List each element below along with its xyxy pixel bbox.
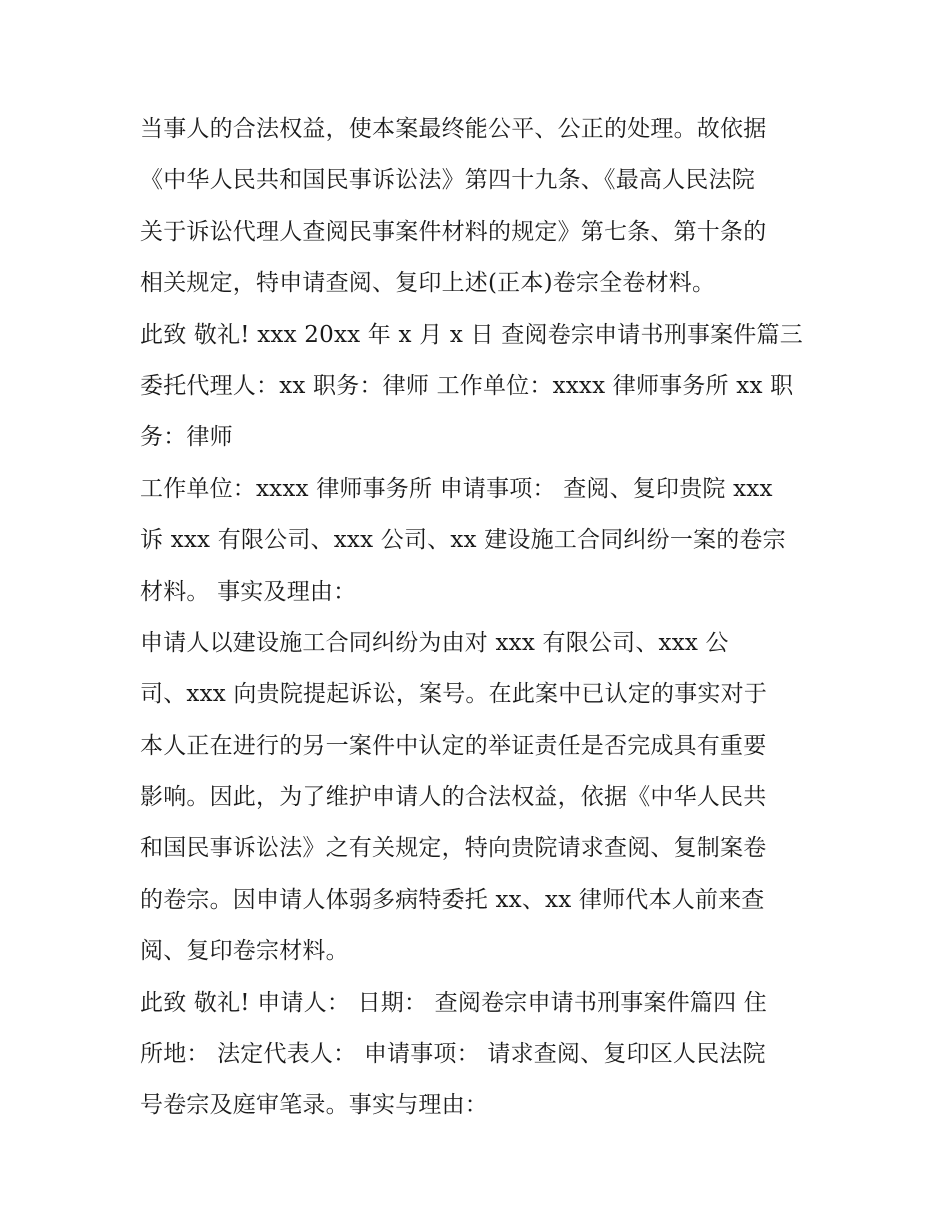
text-line: 务：律师 <box>140 424 233 451</box>
text-line: 和国民事诉讼法》之有关规定，特向贵院请求查阅、复制案卷 <box>140 835 767 862</box>
text-line: 委托代理人：xx 职务：律师 工作单位：xxxx 律师事务所 xx 职 <box>140 372 794 399</box>
text-line: 诉 xxx 有限公司、xxx 公司、xx 建设施工合同纠纷一案的卷宗 <box>140 527 786 554</box>
text-line: 当事人的合法权益，使本案最终能公平、公正的处理。故依据 <box>140 116 767 142</box>
text-line: 号卷宗及庭审笔录。事实与理由： <box>140 1092 488 1119</box>
text-line: 本人正在进行的另一案件中认定的举证责任是否完成具有重要 <box>140 732 767 759</box>
text-line: 影响。因此，为了维护申请人的合法权益，依据《中华人民共 <box>140 784 767 811</box>
text-line: 《中华人民共和国民事诉讼法》第四十九条、《最高人民法院 <box>140 167 755 194</box>
text-line: 司、xxx 向贵院提起诉讼，案号。在此案中已认定的事实对于 <box>140 681 768 708</box>
text-line: 此致 敬礼! 申请人： 日期： 查阅卷宗申请书刑事案件篇四 住 <box>140 989 767 1016</box>
text-line: 申请人以建设施工合同纠纷为由对 xxx 有限公司、xxx 公 <box>140 629 729 656</box>
text-line: 工作单位：xxxx 律师事务所 申请事项： 查阅、复印贵院 xxx <box>140 475 773 502</box>
text-line: 关于诉讼代理人查阅民事案件材料的规定》第七条、第十条的 <box>140 218 767 245</box>
text-line: 此致 敬礼! xxx 20xx 年 x 月 x 日 查阅卷宗申请书刑事案件篇三 <box>140 321 803 348</box>
text-line: 所地： 法定代表人： 申请事项： 请求查阅、复印区人民法院 <box>140 1041 766 1068</box>
text-line: 的卷宗。因申请人体弱多病特委托 xx、xx 律师代本人前来查 <box>140 886 765 913</box>
document-body <box>140 104 820 1132</box>
text-line: 阅、复印卷宗材料。 <box>140 938 349 965</box>
text-line: 材料。 事实及理由： <box>140 578 357 605</box>
text-line: 相关规定，特申请查阅、复印上述(正本)卷宗全卷材料。 <box>140 270 716 297</box>
